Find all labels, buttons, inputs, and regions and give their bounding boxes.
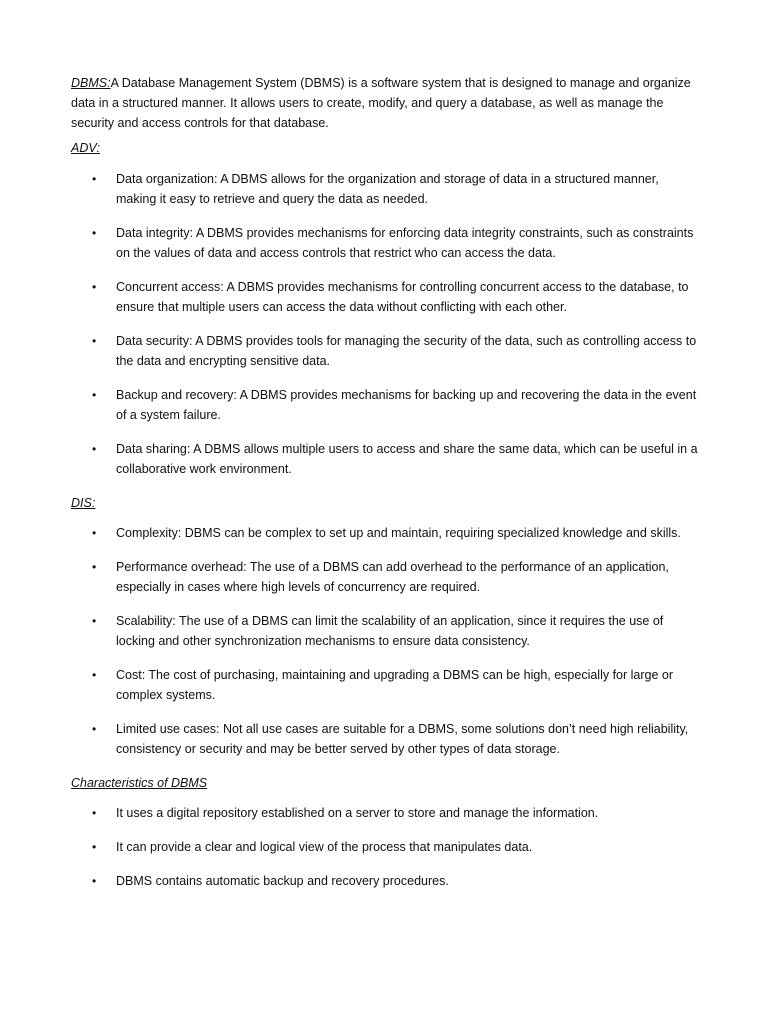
list-item xyxy=(71,331,698,371)
list-item-text: DBMS contains automatic backup and recovery procedures. xyxy=(116,874,449,888)
list-item xyxy=(71,665,698,705)
bullet-icon: • xyxy=(92,526,97,540)
bullet-icon: • xyxy=(92,874,97,888)
bullet-icon: • xyxy=(92,668,97,682)
list-item xyxy=(71,277,698,317)
intro-paragraph xyxy=(71,73,698,133)
intro-text: A Database Management System (DBMS) is a software system that is designed to manage and organize data in a structured manner. It allows users to create, modify, and query a database, as well as manage the security and access controls for that database. xyxy=(71,76,691,130)
bullet-icon: • xyxy=(92,172,97,186)
list-item-text: Data integrity: A DBMS provides mechanisms for enforcing data integrity constraints, such as constraints on the values of data and access controls that restrict who can access the data. xyxy=(116,226,694,260)
list-item xyxy=(71,439,698,479)
list-item xyxy=(71,803,698,823)
bullet-icon: • xyxy=(92,614,97,628)
list-item-text: Complexity: DBMS can be complex to set up and maintain, requiring specialized knowledge and skills. xyxy=(116,526,681,540)
disadvantages-list xyxy=(71,523,698,759)
bullet-icon: • xyxy=(92,840,97,854)
bullet-icon: • xyxy=(92,280,97,294)
list-item-text: Data sharing: A DBMS allows multiple users to access and share the same data, which can be useful in a collaborative work environment. xyxy=(116,442,698,476)
list-item-text: It uses a digital repository established on a server to store and manage the information. xyxy=(116,806,599,820)
list-item xyxy=(71,223,698,263)
list-item-text: Data organization: A DBMS allows for the organization and storage of data in a structured manner, making it easy to retrieve and query the data as needed. xyxy=(116,172,659,206)
bullet-icon: • xyxy=(92,388,97,402)
list-item-text: Performance overhead: The use of a DBMS can add overhead to the performance of an application, especially in cases where high levels of concurrency are required. xyxy=(116,560,669,594)
list-item-text: Concurrent access: A DBMS provides mechanisms for controlling concurrent access to the database, to ensure that multiple users can access the data without conflicting with each other. xyxy=(116,280,689,314)
intro-term: DBMS: xyxy=(71,76,111,90)
characteristics-list xyxy=(71,803,698,891)
bullet-icon: • xyxy=(92,722,97,736)
list-item-text: Backup and recovery: A DBMS provides mechanisms for backing up and recovering the data in the event of a system failure. xyxy=(116,388,697,422)
list-item xyxy=(71,871,698,891)
advantages-list xyxy=(71,169,698,479)
bullet-icon: • xyxy=(92,334,97,348)
bullet-icon: • xyxy=(92,226,97,240)
list-item-text: Limited use cases: Not all use cases are suitable for a DBMS, some solutions don’t need high reliability, consistency or security and may be better served by other types of data storage. xyxy=(116,722,689,756)
list-item-text: It can provide a clear and logical view of the process that manipulates data. xyxy=(116,840,533,854)
list-item xyxy=(71,837,698,857)
bullet-icon: • xyxy=(92,560,97,574)
disadvantages-heading: DIS: xyxy=(71,496,96,510)
list-item xyxy=(71,719,698,759)
list-item xyxy=(71,385,698,425)
characteristics-heading: Characteristics of DBMS xyxy=(71,776,208,790)
list-item-text: Cost: The cost of purchasing, maintaining and upgrading a DBMS can be high, especially for large or complex systems. xyxy=(116,668,674,702)
list-item xyxy=(71,557,698,597)
bullet-icon: • xyxy=(92,806,97,820)
list-item-text: Data security: A DBMS provides tools for managing the security of the data, such as controlling access to the data and encrypting sensitive data. xyxy=(116,334,697,368)
bullet-icon: • xyxy=(92,442,97,456)
list-item xyxy=(71,169,698,209)
list-item xyxy=(71,523,698,543)
advantages-heading: ADV: xyxy=(71,141,100,155)
list-item-text: Scalability: The use of a DBMS can limit the scalability of an application, since it requires the use of locking and other synchronization mechanisms to ensure data consistency. xyxy=(116,614,664,648)
list-item xyxy=(71,611,698,651)
